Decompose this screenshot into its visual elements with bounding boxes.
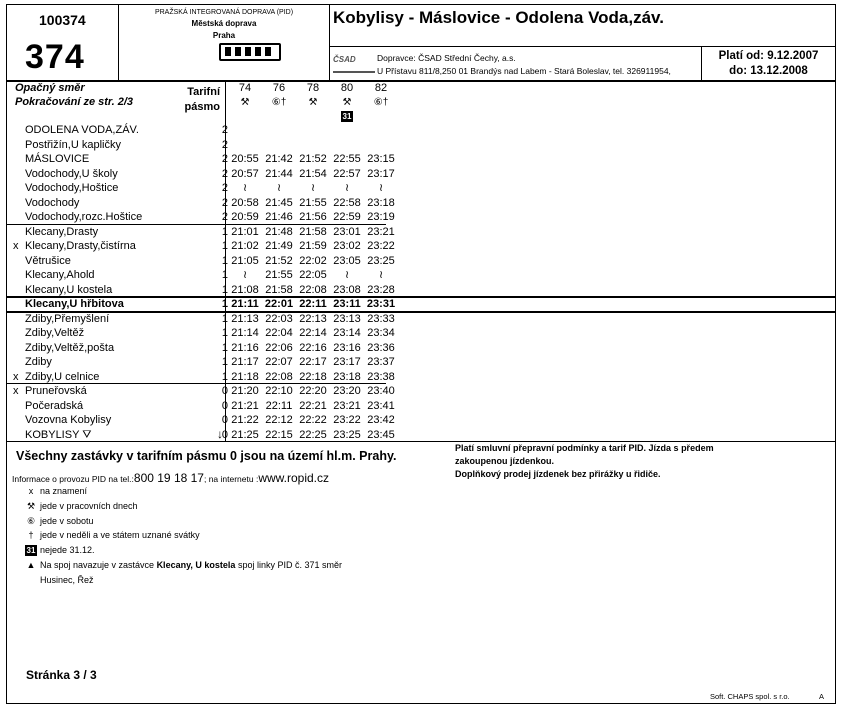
route-title: Kobylisy - Máslovice - Odolena Voda,záv. — [333, 8, 664, 27]
zone: 0 — [221, 414, 228, 426]
stop-name: Vozovna Kobylisy — [25, 414, 112, 426]
zone: 1 — [221, 254, 228, 267]
departure-time: 21:49 — [265, 240, 293, 252]
departure-time: 22:14 — [299, 327, 327, 339]
departure-time: ≀ — [276, 182, 282, 194]
stop-name: Vodochody,rozc.Hoštice — [25, 211, 143, 223]
departure-time: 23:22 — [333, 414, 361, 426]
departure-time: 21:20 — [231, 385, 259, 397]
table-row — [13, 355, 393, 370]
trip-number: 78 — [306, 82, 320, 94]
departure-time: 23:40 — [367, 385, 395, 397]
zone: 1 — [221, 341, 228, 354]
zone: 0 — [221, 385, 228, 397]
connection-note: ▲ Na spoj navazuje v zastávce Klecany, U kostela spoj linky PID č. 371 směr — [22, 558, 342, 573]
departure-time: 23:31 — [366, 298, 396, 310]
departure-time: 23:28 — [367, 283, 395, 296]
departure-time: 22:06 — [265, 341, 293, 354]
city: Praha — [212, 31, 236, 40]
zone-header-2: pásmo — [184, 101, 220, 113]
departure-time: 21:18 — [231, 370, 259, 383]
departure-time: 22:13 — [299, 312, 327, 325]
departure-time: 21:56 — [299, 211, 327, 223]
departure-time: 21:05 — [231, 254, 259, 267]
departure-time: 22:04 — [265, 327, 293, 339]
departure-time: 23:45 — [367, 428, 395, 441]
zone: 1 — [221, 356, 228, 368]
pid-org: PRAŽSKÁ INTEGROVANÁ DOPRAVA (PID) — [154, 9, 294, 16]
departure-time: ≀ — [310, 182, 316, 194]
departure-time: 23:34 — [367, 327, 395, 339]
pid-box — [118, 4, 330, 81]
zone: 1 — [221, 283, 228, 296]
departure-time: 23:37 — [367, 356, 395, 368]
legend-text: jede v pracovních dnech — [40, 500, 138, 511]
stop-name: Zdiby — [25, 356, 52, 368]
table-row — [13, 413, 393, 428]
table-row — [13, 152, 393, 167]
valid-from: Platí od: 9.12.2007 — [718, 50, 819, 62]
stop-name: Klecany,U hřbitova — [25, 298, 124, 310]
table-bottom-line — [6, 441, 836, 442]
zone: 1 — [221, 327, 228, 339]
departure-time: 22:18 — [299, 370, 327, 383]
departure-time: 23:21 — [367, 225, 395, 238]
stop-name: Zdiby,Přemyšlení — [25, 312, 110, 325]
departure-time: 21:44 — [265, 167, 293, 180]
departure-time: 21:55 — [265, 269, 293, 281]
line-number-box — [6, 4, 119, 81]
info-line: Informace o provozu PID na tel.:800 19 18 17; na internetu :www.ropid.cz — [12, 471, 330, 485]
stop-name: Počeradská — [25, 399, 84, 412]
conditions-3: Doplňkový prodej jízdenek bez přirážky u řidiče. — [455, 469, 661, 479]
departure-time: ≀ — [242, 182, 248, 194]
departure-time: 23:02 — [333, 240, 361, 252]
legend-symbol: x — [28, 486, 34, 496]
conditions-2: zakoupenou jízdenkou. — [455, 456, 555, 466]
departure-time: 21:55 — [299, 196, 327, 209]
departure-time: 21:11 — [231, 298, 259, 310]
stop-name: ODOLENA VODA,ZÁV. — [25, 124, 139, 136]
departure-time: 22:10 — [265, 385, 293, 397]
departure-time: 23:05 — [333, 254, 361, 267]
table-row — [13, 239, 393, 254]
zone-header-1: Tarifní — [187, 86, 220, 98]
departure-time: 21:52 — [299, 153, 327, 165]
stop-name: Klecany,U kostela — [25, 283, 113, 296]
stop-name: Klecany,Drasty,čistírna — [25, 240, 136, 252]
legend-symbol: ⚒ — [26, 500, 36, 511]
request-stop-mark: x — [13, 370, 19, 383]
request-stop-mark: x — [13, 385, 19, 397]
trip-badge: 31 — [342, 112, 352, 121]
stop-name: Postřižín,U kapličky — [25, 138, 121, 151]
table-row — [13, 210, 393, 225]
table-row — [13, 167, 393, 182]
departure-time: 22:11 — [265, 399, 293, 412]
departure-time: 20:59 — [231, 211, 259, 223]
departure-time: 23:38 — [367, 370, 395, 383]
departure-time: 22:02 — [299, 254, 327, 267]
triangle-icon: ▲ — [26, 560, 36, 570]
zone: 2 — [221, 153, 228, 165]
departure-time: 21:08 — [231, 283, 259, 296]
stop-name: Zdiby,Veltěž,pošta — [25, 341, 115, 354]
validity-box — [701, 46, 836, 81]
departure-time: 22:01 — [264, 298, 294, 310]
departure-time: 22:21 — [299, 399, 327, 412]
departure-time: 22:07 — [265, 356, 293, 368]
departure-time: ≀ — [344, 182, 350, 194]
departure-time: 21:21 — [231, 399, 259, 412]
valid-to: do: 13.12.2008 — [729, 65, 808, 77]
trip-number: 74 — [238, 82, 252, 94]
departure-time: 23:19 — [367, 211, 395, 223]
zone: 2 — [221, 167, 228, 180]
trip-symbol: ⚒ — [308, 97, 318, 108]
departure-time: 20:55 — [231, 153, 259, 165]
departure-time: 22:55 — [333, 153, 361, 165]
legend-text: jede v sobotu — [40, 515, 94, 526]
departure-time: 21:13 — [231, 312, 259, 325]
departure-time: 21:59 — [299, 240, 327, 252]
departure-time: 22:57 — [333, 167, 361, 180]
departure-time: 21:45 — [265, 196, 293, 209]
trip-symbol: ⚒ — [240, 97, 250, 108]
departure-time: 20:58 — [231, 196, 259, 209]
departure-time: 23:36 — [367, 341, 395, 354]
zone: 2 — [221, 196, 228, 209]
departure-time: 23:14 — [333, 327, 361, 339]
key-stop-top-line — [6, 296, 836, 298]
departure-time: 22:08 — [299, 283, 327, 296]
trip-symbol: ⑥† — [271, 97, 287, 108]
departure-time: 21:02 — [231, 240, 259, 252]
departure-time: 22:22 — [299, 414, 327, 426]
zone: 0 — [221, 428, 228, 441]
departure-time: 22:16 — [299, 341, 327, 354]
stop-name: Vodochody,Hoštice — [25, 182, 119, 194]
departure-time: 23:01 — [333, 225, 361, 238]
departure-time: 21:58 — [299, 225, 327, 238]
departure-time: 23:08 — [333, 283, 361, 296]
departure-time: 21:17 — [231, 356, 259, 368]
zone: 1 — [221, 269, 228, 281]
header-bottom-line — [6, 81, 836, 82]
legend-text: nejede 31.12. — [40, 545, 95, 556]
departure-time: 23:20 — [333, 385, 361, 397]
key-stop-bottom-line — [6, 311, 836, 313]
departure-time: 23:17 — [367, 167, 395, 180]
table-row — [13, 428, 393, 443]
departure-time: 22:05 — [299, 269, 327, 281]
departure-time: 23:18 — [367, 196, 395, 209]
conditions-1: Platí smluvní přepravní podmínky a tarif PID. Jízda s předem — [455, 443, 714, 453]
departure-time: 21:46 — [265, 211, 293, 223]
table-row — [13, 399, 393, 414]
legend-text: na znamení — [40, 486, 88, 496]
departure-time: 21:42 — [265, 153, 293, 165]
departure-time: 23:21 — [333, 399, 361, 412]
departure-time: 23:41 — [367, 399, 395, 412]
departure-time: 23:15 — [367, 153, 395, 165]
zone: 0 — [221, 399, 228, 412]
departure-time: ≀ — [242, 269, 248, 281]
stop-name: Vodochody,U školy — [25, 167, 118, 180]
departure-time: ≀ — [378, 269, 384, 281]
table-row — [13, 181, 393, 196]
table-row — [13, 341, 393, 356]
zone: 1 — [221, 298, 228, 310]
departure-time: 21:16 — [231, 341, 259, 354]
trip-number: 76 — [272, 82, 286, 94]
departure-time: 21:14 — [231, 327, 259, 339]
stop-name: Větrušice — [25, 254, 71, 267]
zone0-note: Všechny zastávky v tarifním pásmu 0 jsou na území hl.m. Prahy. — [16, 449, 397, 463]
departure-time: 22:58 — [333, 196, 361, 209]
trip-number: 80 — [340, 82, 354, 94]
table-row — [13, 283, 393, 298]
page-label: Stránka 3 / 3 — [26, 668, 97, 682]
table-row — [13, 196, 393, 211]
continuation-label: Pokračování ze str. 2/3 — [15, 96, 134, 108]
table-row — [13, 384, 393, 399]
departure-time: 22:11 — [299, 298, 327, 310]
departure-time: 23:18 — [333, 370, 361, 383]
trip-symbol: ⑥† — [373, 97, 389, 108]
stop-name: KOBYLISY ⛛ — [25, 428, 92, 441]
zone: 1 — [221, 312, 228, 325]
departure-time: ≀ — [378, 182, 384, 194]
table-row — [13, 312, 393, 327]
legend-symbol: 31 — [26, 546, 36, 556]
departure-time: 21:48 — [265, 225, 293, 238]
zone: 2 — [221, 182, 228, 194]
departure-time: 23:16 — [333, 341, 361, 354]
departure-time: 23:42 — [367, 414, 395, 426]
legend-item — [22, 543, 95, 558]
departure-time: 21:01 — [231, 225, 259, 238]
departure-time: 22:59 — [333, 211, 361, 223]
table-row — [13, 370, 393, 385]
operator-name: Dopravce: ČSAD Střední Čechy, a.s. — [377, 53, 516, 63]
legend-symbol: † — [28, 530, 34, 541]
zone: 1 — [221, 370, 228, 383]
departure-time: 23:25 — [367, 254, 395, 267]
zone: 2 — [221, 138, 228, 151]
operator-address: U Přístavu 811/8,250 01 Brandýs nad Labem - Stará Boleslav, tel. 326911954, — [377, 66, 671, 76]
departure-time: 22:03 — [265, 312, 293, 325]
operator-logo: ČSAD — [333, 55, 375, 73]
legend-symbol: ⑥ — [26, 515, 36, 526]
time-column-divider — [225, 81, 226, 441]
line-number: 374 — [25, 38, 85, 76]
departure-time: 22:25 — [299, 428, 327, 441]
zone: 2 — [221, 124, 228, 136]
departure-time: 21:52 — [265, 254, 293, 267]
stop-name: Klecany,Drasty — [25, 225, 99, 238]
departure-time: 23:11 — [333, 298, 361, 310]
departure-time: 23:17 — [333, 356, 361, 368]
departure-time: 22:15 — [265, 428, 293, 441]
stop-name: Zdiby,U celnice — [25, 370, 100, 383]
stop-name: Klecany,Ahold — [25, 269, 95, 281]
bus-icon — [219, 43, 281, 61]
departure-time: ≀ — [344, 269, 350, 281]
departure-time: 22:12 — [265, 414, 293, 426]
software-credit: Soft. CHAPS spol. s r.o. — [710, 692, 790, 701]
departure-time: 21:58 — [265, 283, 293, 296]
trip-number: 82 — [374, 82, 388, 94]
stop-name: MÁSLOVICE — [25, 153, 90, 165]
stop-name: Zdiby,Veltěž — [25, 327, 85, 339]
departure-time: 22:17 — [299, 356, 327, 368]
table-row — [13, 123, 393, 138]
connection-note-line2: Husinec, Řež — [40, 575, 94, 585]
legend-item — [22, 514, 94, 529]
line-code: 100374 — [39, 12, 86, 28]
departure-time: 23:25 — [333, 428, 361, 441]
direction-label: Opačný směr — [15, 82, 85, 94]
request-stop-mark: x — [13, 240, 19, 252]
legend-text: jede v neděli a ve státem uznané svátky — [40, 530, 200, 541]
departure-time: 21:25 — [231, 428, 259, 441]
departure-time: 22:08 — [265, 370, 293, 383]
terminus-arrow: ↓ — [217, 427, 223, 441]
table-row — [13, 254, 393, 269]
transport-type: Městská doprava — [191, 19, 257, 28]
operator-box — [329, 46, 702, 81]
table-row — [13, 297, 396, 312]
legend-item — [22, 484, 87, 499]
trip-symbol: ⚒ — [342, 97, 352, 108]
stop-name: Pruneřovská — [25, 385, 87, 397]
departure-time: 21:22 — [231, 414, 259, 426]
departure-time: 23:33 — [367, 312, 395, 325]
table-row — [13, 326, 393, 341]
legend-item — [22, 499, 138, 514]
zone-separator — [6, 224, 386, 225]
table-row — [13, 268, 393, 283]
departure-time: 22:20 — [299, 385, 327, 397]
version-mark: A — [819, 692, 825, 701]
departure-time: 20:57 — [231, 167, 259, 180]
departure-time: 23:22 — [367, 240, 395, 252]
zone: 1 — [221, 225, 228, 238]
table-row — [13, 225, 393, 240]
table-row — [13, 138, 393, 153]
zone-separator — [6, 383, 386, 384]
departure-time: 23:13 — [333, 312, 361, 325]
stop-name: Vodochody — [25, 196, 80, 209]
departure-time: 21:54 — [299, 167, 327, 180]
legend-item — [22, 528, 200, 543]
route-title-box — [329, 4, 836, 47]
zone: 2 — [221, 211, 228, 223]
zone: 1 — [221, 240, 228, 252]
